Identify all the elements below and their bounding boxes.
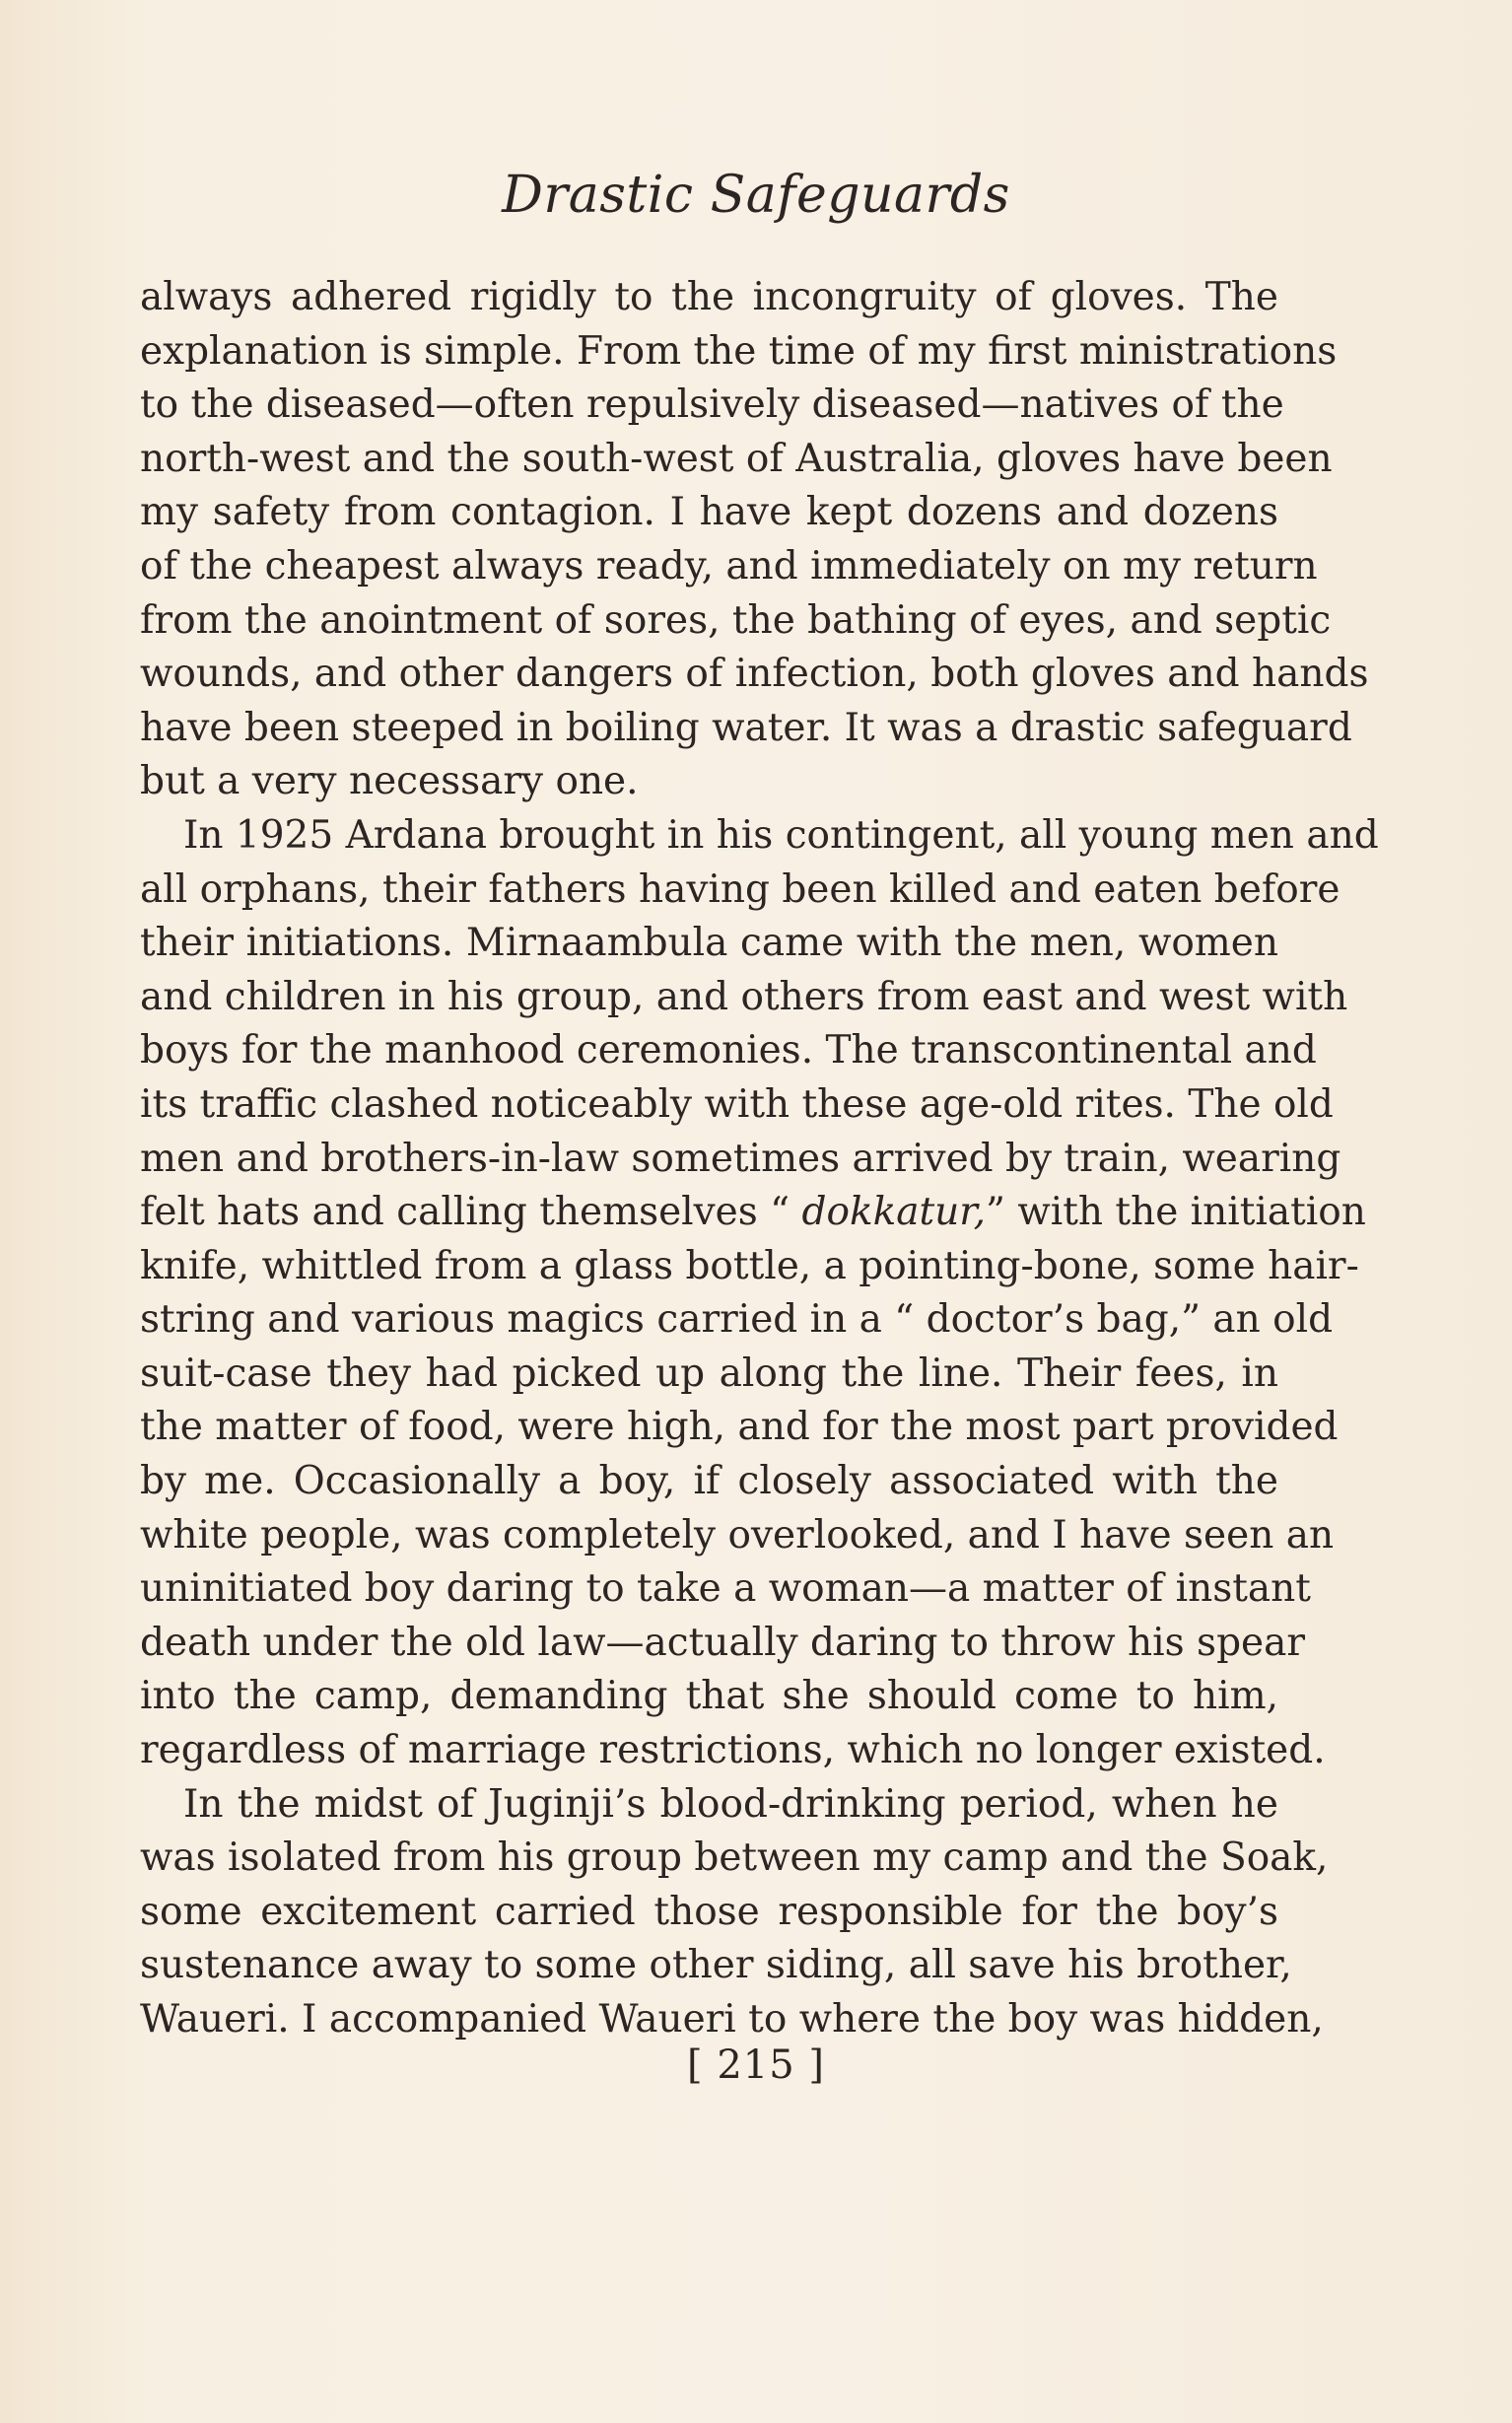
text-line: In the midst of Juginji’s blood-drinking period, when he — [183, 1781, 1278, 1827]
text-line: regardless of marriage restrictions, which no longer existed. — [140, 1728, 1326, 1773]
text-line: white people, was completely overlooked, and I have seen an — [140, 1512, 1335, 1558]
text-line: suit-case they had picked up along the line. Their fees, in — [140, 1350, 1278, 1396]
text-line: boys for the manhood ceremonies. The transcontinental and — [140, 1028, 1317, 1073]
text-segment: ” with the initiation — [986, 1190, 1366, 1235]
text-line: uninitiated boy daring to take a woman—a matter of instant — [140, 1566, 1311, 1612]
page-number: [ 215 ] — [687, 2042, 825, 2088]
italic-term: dokkatur, — [801, 1190, 987, 1235]
text-line: north-west and the south-west of Australia, gloves have been — [140, 436, 1333, 481]
text-line: the matter of food, were high, and for the most part provided — [140, 1405, 1339, 1450]
text-line: but a very necessary one. — [140, 759, 639, 804]
text-line: death under the old law—actually daring to throw his spear — [140, 1620, 1306, 1665]
text-line: some excitement carried those responsible for the boy’s — [140, 1889, 1278, 1934]
text-line: Waueri. I accompanied Waueri to where the boy was hidden, — [140, 1997, 1324, 2042]
text-line-with-italic — [140, 1186, 1366, 1240]
text-line: their initiations. Mirnaambula came with the men, women — [140, 921, 1278, 966]
paragraph-2 — [140, 809, 1379, 1778]
text-line: by me. Occasionally a boy, if closely associated with the — [140, 1459, 1278, 1504]
text-line: sustenance away to some other siding, all save his brother, — [140, 1943, 1292, 1988]
text-line: to the diseased—often repulsively diseased—natives of the — [140, 382, 1284, 428]
body-text — [140, 271, 1379, 2047]
text-line: explanation is simple. From the time of my first ministrations — [140, 328, 1338, 374]
text-line: string and various magics carried in a “ doctor’s bag,” an old — [140, 1297, 1334, 1343]
text-line: wounds, and other dangers of infection, both gloves and hands — [140, 652, 1369, 697]
text-line: my safety from contagion. I have kept dozens and dozens — [140, 490, 1278, 535]
text-line: all orphans, their fathers having been killed and eaten before — [140, 866, 1340, 912]
paragraph-3 — [140, 1778, 1329, 2047]
text-segment: felt hats and calling themselves “ — [140, 1190, 802, 1235]
text-line: and children in his group, and others from east and west with — [140, 974, 1348, 1019]
running-header: Drastic Safeguards — [502, 166, 1010, 225]
text-line: from the anointment of sores, the bathing of eyes, and septic — [140, 597, 1332, 643]
text-line: knife, whittled from a glass bottle, a pointing-bone, some hair- — [140, 1243, 1359, 1288]
text-line: always adhered rigidly to the incongruity of gloves. The — [140, 275, 1278, 319]
text-line: of the cheapest always ready, and immediately on my return — [140, 543, 1318, 588]
text-line: into the camp, demanding that she should come to him, — [140, 1674, 1278, 1719]
text-line: its traffic clashed noticeably with these age-old rites. The old — [140, 1081, 1334, 1127]
text-line: men and brothers-in-law sometimes arrived by train, wearing — [140, 1136, 1341, 1181]
text-line: have been steeped in boiling water. It was a drastic safeguard — [140, 705, 1352, 750]
text-line: was isolated from his group between my camp and the Soak, — [140, 1835, 1329, 1881]
text-line: In 1925 Ardana brought in his contingent, all young men and — [183, 812, 1379, 858]
paragraph-1 — [140, 271, 1369, 809]
